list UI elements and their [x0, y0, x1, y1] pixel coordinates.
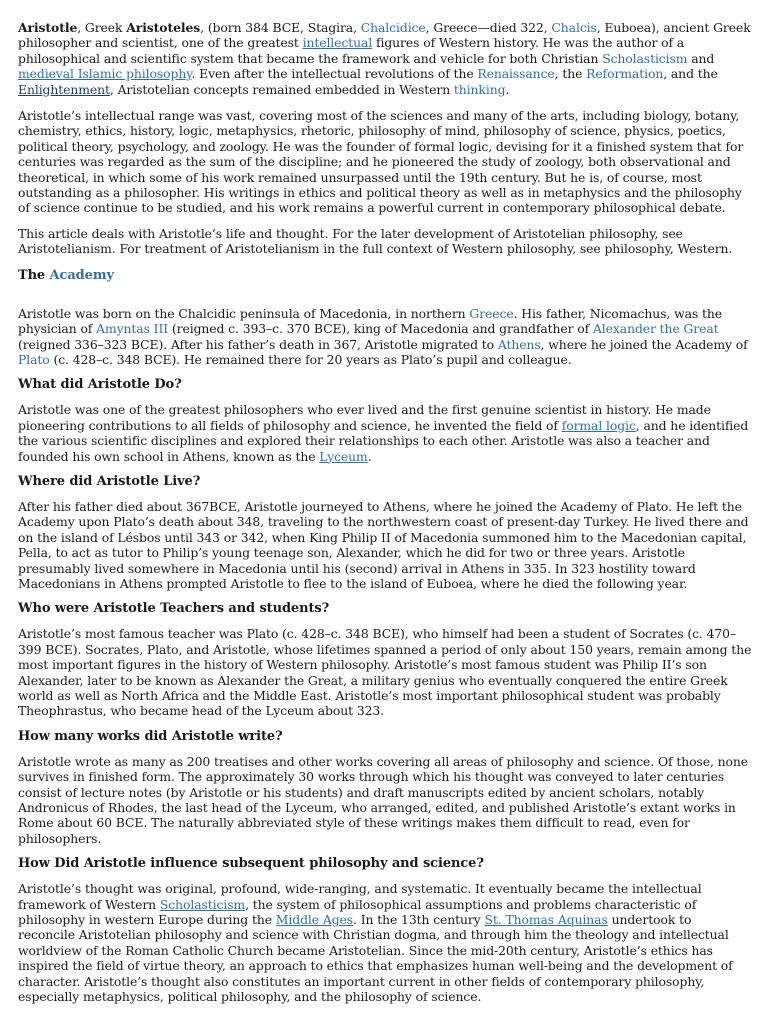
- link-chalcidice[interactable]: Chalcidice: [360, 20, 426, 35]
- heading-what-did-aristotle-do: What did Aristotle Do?: [18, 377, 182, 393]
- heading-how-many-works: How many works did Aristotle write?: [18, 728, 283, 744]
- link-st-thomas-aquinas[interactable]: St. Thomas Aquinas: [484, 912, 608, 928]
- link-greece[interactable]: Greece: [469, 305, 514, 321]
- link-renaissance[interactable]: Renaissance: [477, 66, 555, 82]
- link-enlightenment[interactable]: Enlightenment: [18, 81, 110, 97]
- link-formal-logic[interactable]: formal logic: [561, 417, 636, 433]
- link-chalcis[interactable]: Chalcis: [551, 20, 597, 35]
- what-did-aristotle-do-paragraph: Aristotle was one of the greatest philosophers who ever lived and the first genuine scientist in history. He made pioneering contributions to all fields of philosophy and science, he invented the field of formal logic, and he identified the various scientific disciplines and explored their relationships to each other. Aristotle was also a teacher and founded his own school in Athens, known as the Lyceum.: [18, 402, 749, 464]
- intro-paragraph: Aristotle, Greek Aristoteles, (born 384 BCE, Stagira, Chalcidice, Greece—died 322, Chalcis, Euboea), ancient Greek philosopher and scientist, one of the greatest intellectual figures of Western history. He was the author of a philosophical and scientific system that became the framework and vehicle for both Christian Scholasticism and medieval Islamic philosophy. Even after the intellectual revolutions of the Renaissance, the Reformation, and the Enlightenment, Aristotelian concepts remained embedded in Western thinking.: [18, 20, 751, 97]
- link-scholasticism-2[interactable]: Scholasticism: [159, 896, 246, 912]
- heading-teachers-and-students: Who were Aristotle Teachers and students?: [18, 601, 330, 617]
- article-body: [18, 20, 752, 1015]
- heading-influence: How Did Aristotle influence subsequent philosophy and science?: [18, 856, 484, 872]
- academy-paragraph: Aristotle was born on the Chalcidic peninsula of Macedonia, in northern Greece. His father, Nicomachus, was the physician of Amyntas III (reigned c. 393–c. 370 BCE), king of Macedonia and grandfather of Alexander the Great (reigned 336–323 BCE). After his father’s death in 367, Aristotle migrated to Athens, where he joined the Academy of Plato (c. 428–c. 348 BCE). He remained there for 20 years as Plato’s pupil and colleague.: [18, 305, 748, 367]
- term-aristotle: Aristotle: [18, 20, 78, 35]
- link-amyntas-iii[interactable]: Amyntas III: [96, 321, 169, 337]
- link-plato[interactable]: Plato: [18, 351, 50, 367]
- range-paragraph: Aristotle’s intellectual range was vast, covering most of the sciences and many of the arts, including biology, botany, chemistry, ethics, history, logic, metaphysics, rhetoric, philosophy of mind, philosophy of science, physics, poetics, political theory, psychology, and zoology. He was the founder of formal logic, devising for it a finished system that for centuries was regarded as the sum of the discipline; and he pioneered the study of zoology, both observational and theoretical, in which some of his work remained unsurpassed until the 19th century. But he is, of course, most outstanding as a philosopher. His writings in ethics and political theory as well as in metaphysics and the philosophy of science continue to be studied, and his work remains a powerful current in contemporary philosophical debate.: [18, 108, 744, 216]
- link-alexander-the-great[interactable]: Alexander the Great: [592, 321, 719, 337]
- link-athens[interactable]: Athens: [497, 336, 541, 352]
- scope-paragraph: This article deals with Aristotle’s life and thought. For the later development of Aristotelian philosophy, see Aristotelianism. For treatment of Aristotelianism in the full context of Western philosophy, see philosophy, Western.: [18, 225, 733, 257]
- where-did-aristotle-live-paragraph: After his father died about 367BCE, Aristotle journeyed to Athens, where he joined the Academy of Plato. He left the Academy upon Plato’s death about 348, traveling to the northwestern coast of present-day Turkey. He lived there and on the island of Lésbos until 343 or 342, when King Philip II of Macedonia summoned him to the Macedonian capital, Pella, to act as tutor to Philip’s young teenage son, Alexander, which he did for two or three years. Aristotle presumably lived somewhere in Macedonia until his (second) arrival in Athens in 335. In 323 hostility toward Macedonians in Athens prompted Aristotle to flee to the island of Euboea, where he died the following year.: [18, 498, 749, 591]
- link-middle-ages[interactable]: Middle Ages: [275, 912, 354, 928]
- link-lyceum[interactable]: Lyceum: [319, 448, 368, 464]
- link-medieval-islamic-philosophy[interactable]: medieval Islamic philosophy: [18, 66, 192, 82]
- link-scholasticism[interactable]: Scholasticism: [602, 50, 688, 66]
- link-reformation[interactable]: Reformation: [586, 66, 664, 82]
- influence-paragraph: Aristotle’s thought was original, profound, wide-ranging, and systematic. It eventually became the intellectual framework of Western Scholasticism, the system of philosophical assumptions and problems characteristic of philosophy in western Europe during the Middle Ages. In the 13th century St. Thomas Aquinas undertook to reconcile Aristotelian philosophy and science with Christian dogma, and through him the theology and intellectual worldview of the Roman Catholic Church became Aristotelian. Since the mid-20th century, Aristotle’s ethics has inspired the field of virtue theory, an approach to ethics that emphasizes human well-being and the development of character. Aristotle’s thought also constitutes an important current in other fields of contemporary philosophy, especially metaphysics, political philosophy, and the philosophy of science.: [18, 881, 733, 1005]
- heading-academy: The Academy: [18, 267, 114, 283]
- how-many-works-paragraph: Aristotle wrote as many as 200 treatises and other works covering all areas of philosophy and science. Of those, none survives in finished form. The approximately 30 works through which his thought was conveyed to later centuries consist of lecture notes (by Aristotle or his students) and draft manuscripts edited by ancient scholars, notably Andronicus of Rhodes, the last head of the Lyceum, who arranged, edited, and published Aristotle’s extant works in Rome about 60 BCE. The naturally abbreviated style of these writings makes them difficult to read, even for philosophers.: [18, 753, 748, 846]
- heading-where-did-aristotle-live: Where did Aristotle Live?: [18, 473, 201, 489]
- link-academy[interactable]: Academy: [49, 267, 114, 283]
- teachers-and-students-paragraph: Aristotle’s most famous teacher was Plato (c. 428–c. 348 BCE), who himself had been a student of Socrates (c. 470–399 BCE). Socrates, Plato, and Aristotle, whose lifetimes spanned a period of only about 150 years, remain among the most important figures in the history of Western philosophy. Aristotle’s most famous student was Philip II’s son Alexander, later to be known as Alexander the Great, a military genius who eventually conquered the entire Greek world as well as North Africa and the Middle East. Aristotle’s most important philosophical student was probably Theophrastus, who became head of the Lyceum about 323.: [18, 626, 752, 719]
- term-aristoteles: Aristoteles: [126, 20, 201, 35]
- link-thinking[interactable]: thinking: [453, 81, 506, 97]
- link-intellectual[interactable]: intellectual: [302, 35, 373, 51]
